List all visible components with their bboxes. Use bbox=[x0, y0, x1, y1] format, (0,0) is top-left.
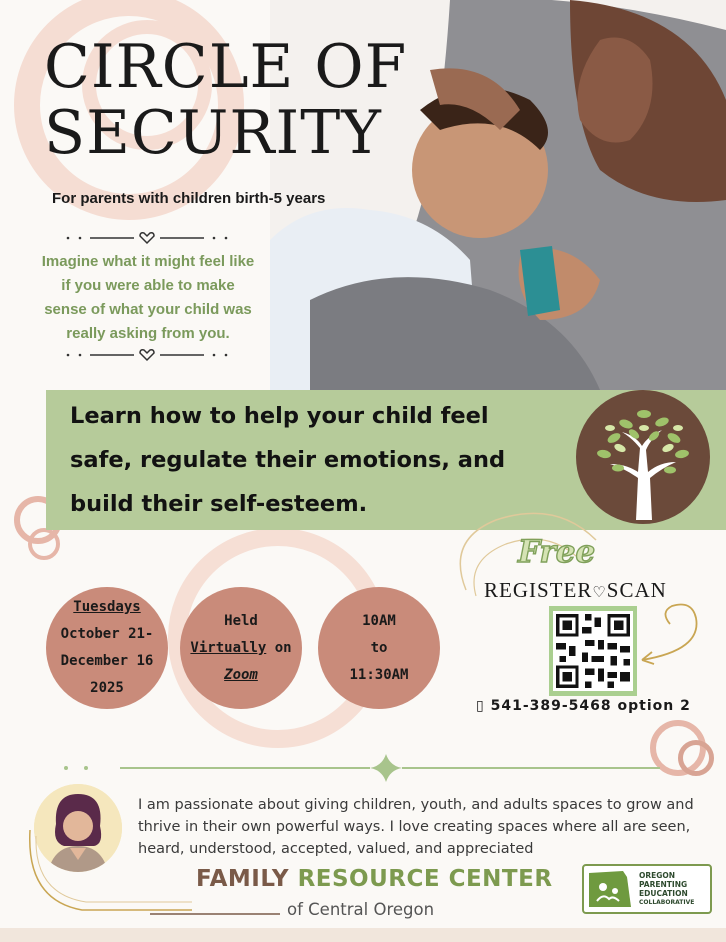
tagline-line: if you were able to make bbox=[61, 277, 235, 294]
heart-icon: ♡ bbox=[592, 585, 607, 601]
key-message-line: build their self-esteem. bbox=[70, 491, 368, 517]
held-label: Held bbox=[224, 612, 258, 629]
title-line-2: SECURITY bbox=[44, 98, 382, 168]
tagline-line: sense of what your child was bbox=[44, 301, 252, 318]
oregon-map-icon bbox=[587, 869, 633, 909]
time-to: to bbox=[370, 639, 388, 656]
partner-line: EDUCATION bbox=[639, 889, 688, 898]
page-subtitle: For parents with children birth-5 years bbox=[52, 190, 326, 207]
qr-code-icon bbox=[553, 610, 633, 692]
title-line-1: CIRCLE OF bbox=[44, 32, 408, 102]
on-label: on bbox=[266, 639, 292, 656]
time-circle bbox=[318, 587, 440, 709]
phone-text: 541-389-5468 option 2 bbox=[490, 698, 691, 714]
zoom-label: Zoom bbox=[224, 666, 258, 683]
free-label: Free bbox=[518, 534, 596, 570]
scan-label: SCAN bbox=[606, 578, 667, 602]
heart-divider bbox=[62, 348, 232, 362]
tagline-line: Imagine what it might feel like bbox=[41, 253, 255, 270]
virtually-label: Virtually bbox=[190, 639, 267, 656]
decorative-separator bbox=[60, 752, 660, 784]
key-message-line: Learn how to help your child feel bbox=[70, 403, 489, 429]
organization-underline bbox=[150, 912, 280, 916]
decorative-swirl bbox=[678, 740, 714, 776]
location-circle bbox=[180, 587, 302, 709]
partner-line: COLLABORATIVE bbox=[639, 899, 695, 906]
page-title bbox=[44, 34, 444, 166]
dates-circle bbox=[46, 587, 168, 709]
schedule-day: Tuesdays bbox=[73, 599, 141, 615]
organization-name-part: FAMILY bbox=[196, 866, 290, 892]
organization-name-part: RESOURCE CENTER bbox=[297, 866, 553, 892]
schedule-dates: October 21- bbox=[60, 626, 154, 642]
organization-name bbox=[196, 866, 553, 892]
phone-icon: ▯ bbox=[476, 698, 485, 714]
decorative-swirl bbox=[28, 528, 60, 560]
schedule-year: 2025 bbox=[90, 680, 124, 696]
tagline bbox=[28, 250, 268, 346]
organization-subline: of Central Oregon bbox=[287, 900, 435, 919]
facilitator-bio: I am passionate about giving children, youth, and adults spaces to grow and thrive in their own powerful ways. I love creating spaces where all are seen, heard, understood, accepted, valued, and appreciated bbox=[138, 797, 694, 857]
footer-strip bbox=[0, 928, 726, 942]
phone-number bbox=[476, 698, 691, 714]
schedule-dates: December 16 bbox=[60, 653, 154, 669]
partner-line: OREGON bbox=[639, 871, 676, 880]
time-end: 11:30AM bbox=[349, 666, 409, 683]
partner-line: PARENTING bbox=[639, 880, 688, 889]
time-start: 10AM bbox=[362, 612, 396, 629]
register-scan-label bbox=[484, 578, 667, 603]
partner-logo bbox=[582, 864, 712, 914]
registration-qr-code[interactable] bbox=[549, 606, 637, 696]
key-message-line: safe, regulate their emotions, and bbox=[70, 447, 506, 473]
heart-divider bbox=[62, 231, 232, 245]
register-label: REGISTER bbox=[484, 578, 593, 602]
tagline-line: really asking from you. bbox=[66, 325, 230, 342]
